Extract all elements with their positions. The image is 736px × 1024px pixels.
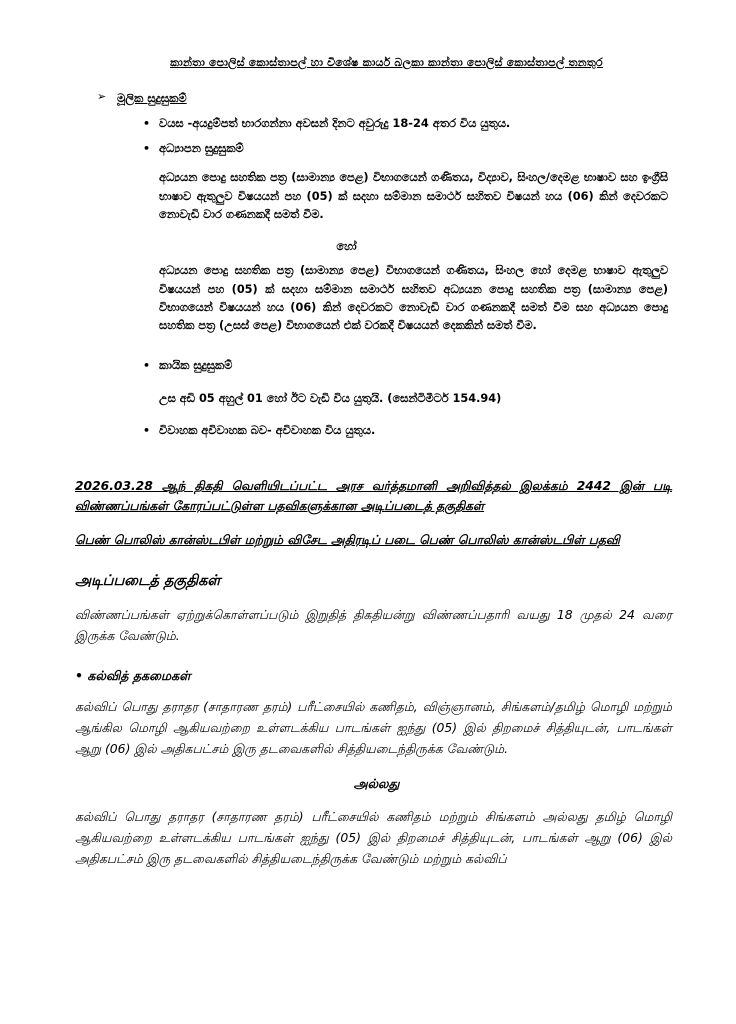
- tamil-post-heading: பெண் பொலிஸ் கான்ஸ்டபிள் மற்றும் விசேட அதிரடிப் படை பெண் பொலிஸ் கான்ஸ்டபிள் பதவி: [75, 532, 620, 547]
- tamil-or-separator: அல்லது: [353, 775, 400, 791]
- tamil-education-paragraph-2: கல்விப் பொது தராதர (சாதாரண தரம்) பரீட்சையில் கணிதம் மற்றும் சிங்களம் அல்லது தமிழ் மொழி ஆகியவற்றை உள்ளடக்கிய பாடங்கள் ஐந்து (05) இல் திறமைச் சித்தியுடன், பாடங்கள் ஆறு (06) இல் அதிகபட்சம் இரு தடவைகளில் சித்தியடைந்திருக்க வேண்டும் மற்றும் கல்விப்: [75, 808, 672, 866]
- spacer: [75, 523, 698, 531]
- sinhala-marital-text: විවාහක අවිවාහක බව- අවිවාහක විය යුතුය.: [159, 423, 376, 438]
- sinhala-physical-heading: [75, 357, 698, 375]
- tamil-section: [75, 477, 698, 869]
- spacer: [75, 230, 698, 238]
- sinhala-age-item: [75, 115, 698, 133]
- spacer: [75, 557, 698, 573]
- dot-bullet-icon: •: [143, 359, 151, 373]
- spacer: [75, 414, 698, 422]
- sinhala-age-text: වයස -අයදුම්පත් භාරගන්නා අවසන් දිනට අවුරුදු 18-24 අතර විය යුතුය.: [159, 116, 511, 131]
- sinhala-basic-qualifications-label: මූලික සුදුසුකම්: [117, 90, 187, 105]
- page-title: කාන්තා පොලිස් කොස්තාපල් හා විශේෂ කාර්ය බලකා කාන්තා පොලිස් කොස්තාපල් තනතුර: [170, 56, 603, 69]
- dot-bullet-icon: •: [143, 117, 151, 131]
- section-spacer: [75, 447, 698, 477]
- tamil-age-paragraph: விண்ணப்பங்கள் ஏற்றுக்கொள்ளப்படும் இறுதித் திகதியன்று விண்ணப்பதாரி வயது 18 முதல் 24 வரை இருக்க வேண்டும்.: [75, 606, 672, 643]
- sinhala-education-heading: [75, 140, 698, 158]
- sinhala-education-label: අධ්‍යාපන සුදුසුකම්: [159, 140, 244, 155]
- sinhala-education-paragraph-1: අධ්‍යයන පොදු සහතික පත්‍ර (සාමාන්‍ය පෙළ) විභාගයෙන් ගණිතය, විද්‍යාව, සිංහල/දෙමළ භාෂාව සහ ඉංග්‍රීසි භාෂාව ඇතුලුව විෂයයන් පහ (05) ක් සදහා සම්මාන සමාර්ථ සහිතව විෂයන් හය (06) කින් දෙවරකට නොවැඩි වාර ගණනකදී සමත් වීම.: [159, 171, 668, 221]
- dot-bullet-icon: •: [143, 141, 151, 155]
- arrow-bullet-icon: ➢: [97, 89, 107, 103]
- spacer: [75, 341, 698, 357]
- tamil-education-paragraph-1: கல்விப் பொது தராதர (சாதாரண தரம்) பரீட்சையில் கணிதம், விஞ்ஞானம், சிங்களம்/தமிழ் மொழி மற்றும் ஆங்கில மொழி ஆகியவற்றை உள்ளடக்கிய பாடங்கள் ஐந்து (05) இல் திறமைச் சித்தியுடன், பாடங்கள் ஆறு (06) இல் அதிகபட்சம் இரு தடவைகளில் சித்தியடைந்திருக்க வேண்டும்.: [75, 699, 672, 757]
- sinhala-physical-label: කායික සුදුසුකම්: [159, 358, 233, 373]
- sinhala-basic-qualifications-heading: [75, 90, 698, 107]
- sinhala-education-paragraph-2: අධ්‍යයන පොදු සහතික පත්‍ර (සාමාන්‍ය පෙළ) විභාගයෙන් ගණිතය, සිංහල හෝ දෙමළ භාෂාව ඇතුලුව විෂයයන් පහ (05) ක් සදහා සම්මාන සමාර්ථ සහිතව අධ්‍යයන පොදු සහතික පත්‍ර (සාමාන්‍ය පෙළ) විභාගයෙන් විෂයයන් හය (06) කින් දෙවරකට නොවැඩි වාර ගණනකදී සමත් වීම සහ අධ්‍යයන පොදු සහතික පත්‍ර (උසස් පෙළ) විභාගයෙන් එක් වරකදී විෂයයන් දෙකකින් සමත් වීම.: [159, 264, 668, 333]
- tamil-basic-qualifications-heading: அடிப்படைத் தகுதிகள்: [75, 572, 221, 589]
- sinhala-marital-item: [75, 422, 698, 440]
- tamil-education-bullet-heading: • கல்வித் தகமைகள்: [75, 668, 191, 684]
- spacer: [75, 660, 698, 668]
- sinhala-physical-paragraph: උස අඩි 05 අහුල් 01 හෝ ඊට වැඩි විය යුතුයි. (සෙන්ටිමීටර් 154.94): [159, 392, 502, 406]
- spacer: [75, 161, 698, 169]
- sinhala-or-separator: හෝ: [336, 240, 357, 254]
- spacer: [75, 382, 698, 390]
- tamil-gazette-heading: 2026.03.28 ஆந் திகதி வெளியிடப்பட்ட அரச வர்த்தமானி அறிவித்தல் இலக்கம் 2442 இன் படி விண்ணப்பங்கள் கோரப்பட்டுள்ள பதவிகளுக்கான அடிப்படைத் தகுதிகள்: [75, 479, 672, 514]
- sinhala-section: [75, 55, 698, 440]
- dot-bullet-icon: •: [143, 424, 151, 438]
